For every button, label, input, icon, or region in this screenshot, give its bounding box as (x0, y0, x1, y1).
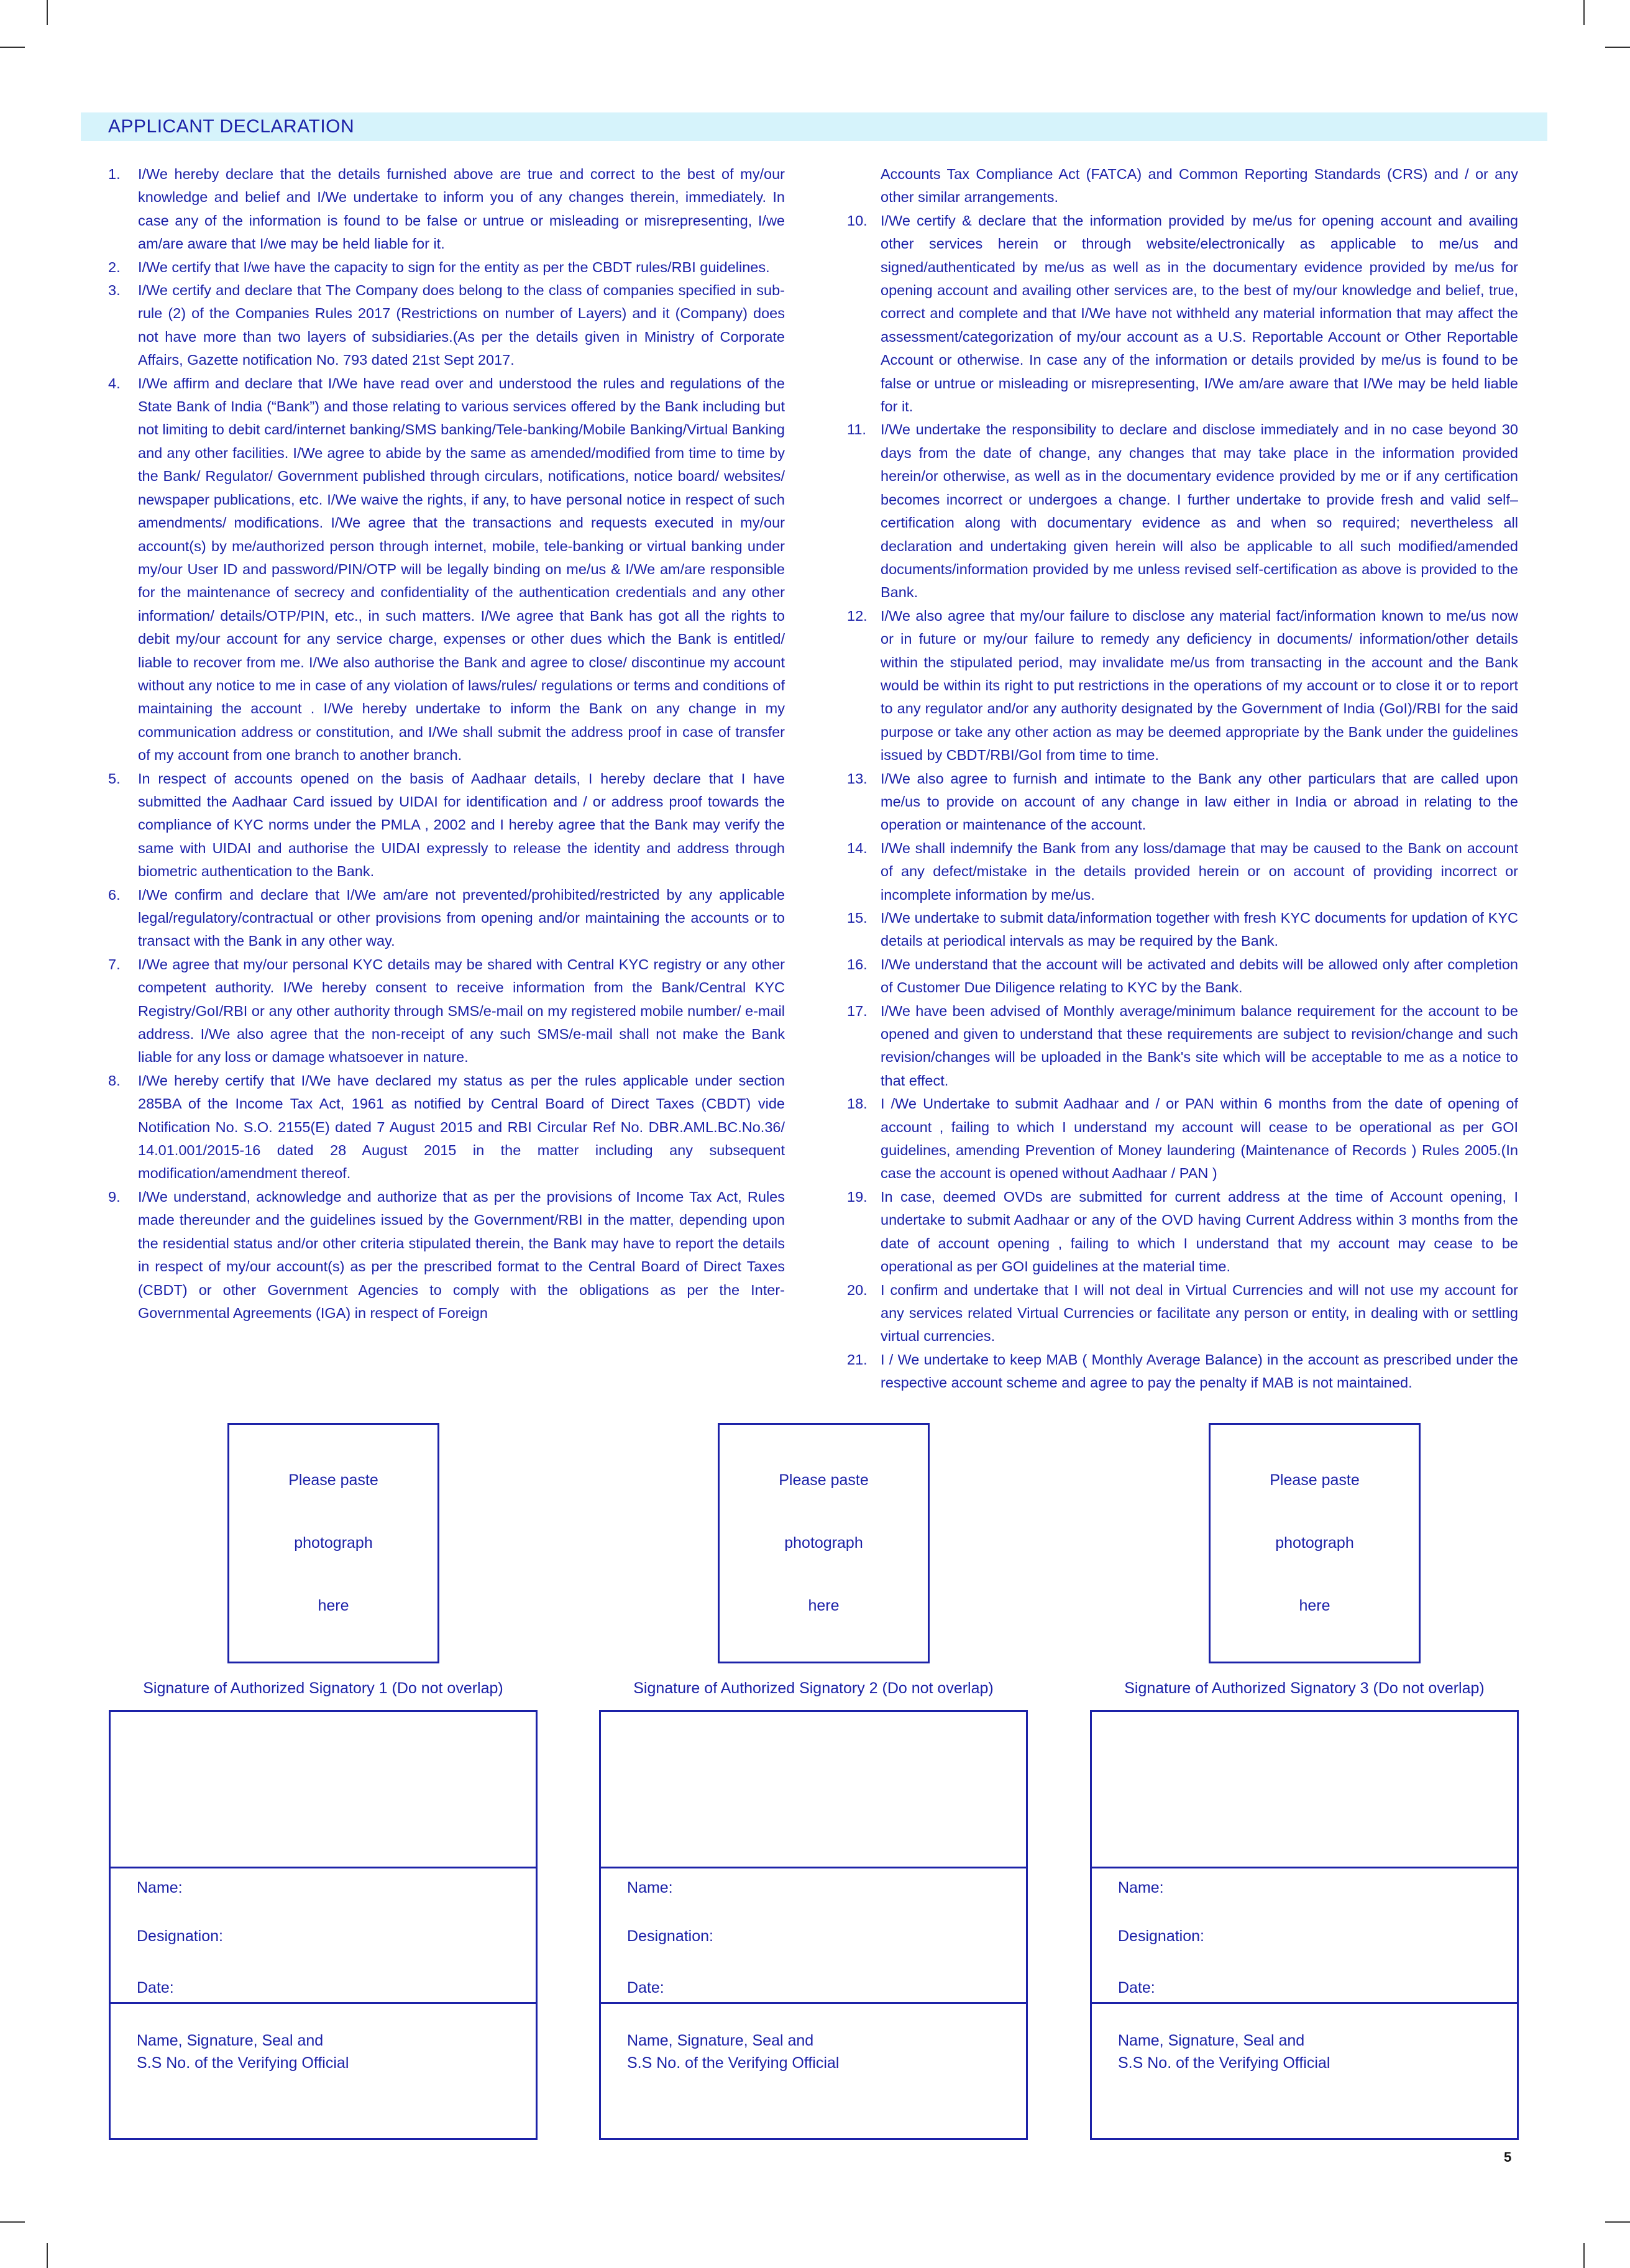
declaration-item (847, 767, 1518, 837)
item-text: I/We hereby declare that the details furnished above are true and correct to the best of my/our knowledge and belief and I/We undertake to inform you of any changes therein, immediately. In case any of the information is found to be false or untrue or misleading or misrepresenting, I/we am/are aware that I/we may be held liable for it. (138, 166, 785, 252)
item-number: 3. (108, 282, 121, 299)
declaration-item (104, 953, 785, 1069)
designation-label: Designation: (627, 1927, 713, 1945)
item-text: I/We understand that the account will be activated and debits will be allowed only after completion of Customer Due Diligence relating to KYC by the Bank. (881, 956, 1518, 996)
verify-label-line1: Name, Signature, Seal and (137, 2032, 324, 2049)
verifying-official-box[interactable] (1090, 2004, 1519, 2140)
page-number: 5 (1504, 2149, 1512, 2165)
verifying-official-box[interactable] (599, 2004, 1028, 2140)
date-label: Date: (627, 1979, 664, 1996)
declarations-right-column (847, 163, 1518, 1395)
item-text: I/We shall indemnify the Bank from any loss/damage that may be caused to the Bank on account of any defect/mistake in the details provided herein or on account of providing incorrect or incomplete information by me/us. (881, 839, 1518, 903)
signatory-block-1 (109, 1710, 538, 2140)
item-number: 9. (108, 1188, 121, 1205)
declaration-item (847, 1186, 1518, 1279)
verify-label-line1: Name, Signature, Seal and (627, 2032, 814, 2049)
item-text: I / We undertake to keep MAB ( Monthly Average Balance) in the account as prescribed under the respective account scheme and agree to pay the penalty if MAB is not maintained. (881, 1351, 1518, 1391)
signatory-details (599, 1868, 1028, 2004)
item-number: 10. (847, 212, 868, 229)
item-text: I confirm and undertake that I will not deal in Virtual Currencies and will not use my account for any services related Virtual Currencies or facilitate any person or entity, in dealing with or settling virtual currencies. (881, 1281, 1518, 1345)
section-title: APPLICANT DECLARATION (108, 116, 355, 137)
declaration-item (847, 418, 1518, 604)
crop-mark (1583, 2243, 1585, 2268)
photo-hint-line: photograph (294, 1534, 373, 1552)
photo-hint-line: Please paste (288, 1471, 378, 1489)
item-text: I/We also agree to furnish and intimate to the Bank any other particulars that are called upon me/us to provide on account of any change in law either in India or abroad in relating to the operation or maintenance of the account. (881, 770, 1518, 833)
item-text: I/We certify & declare that the information provided by me/us for opening account and availing other services herein or through website/electronically as applicable to me/us and signed/authenticated by me/us as well as in the documentary evidence provided by me/us for opening account and availing other services are, to the best of my/our knowledge and belief, true, correct and complete and that I/We have not withheld any material information that may affect the assessment/categorization of my/our account as a U.S. Reportable Account or Other Reportable Account or otherwise. In case any of the information or details provided by me/us is found to be false or untrue or misleading or misrepresenting, I/We am/are aware that I/We may be held liable for it. (881, 212, 1518, 415)
photo-hint-line: photograph (784, 1534, 863, 1552)
crop-mark (0, 2221, 25, 2223)
item-text: I/We confirm and declare that I/We am/are not prevented/prohibited/restricted by any applicable legal/regulatory/contractual or other provisions from opening and/or maintaining the accounts or to transact with the Bank in any other way. (138, 886, 785, 949)
item-number: 14. (847, 839, 868, 856)
photo-hint-line: Please paste (1270, 1471, 1360, 1489)
declaration-item (104, 256, 785, 279)
declaration-item (847, 1348, 1518, 1395)
crop-mark (1605, 2221, 1630, 2223)
signature-area[interactable] (599, 1710, 1028, 1868)
item-text: I/We have been advised of Monthly average/minimum balance requirement for the account to be opened and given to understand that these requirements are subject to revision/change and such revision/changes will be uploaded in the Bank's site which will be acceptable to me as a notice to that effect. (881, 1002, 1518, 1089)
verify-label-line2: S.S No. of the Verifying Official (627, 2054, 840, 2072)
item-text: I/We agree that my/our personal KYC details may be shared with Central KYC registry or any other competent authority. I/We hereby consent to receive information from the Bank/Central KYC Registry/GoI/RBI or any other authority through SMS/e-mail on my registered mobile number/ e-mail address. I/We also agree that the non-receipt of any such SMS/e-mail shall not make the Bank liable for any loss or damage whatsoever in nature. (138, 956, 785, 1066)
item-number: 1. (108, 166, 121, 182)
declaration-item (104, 884, 785, 953)
item-text: I/We understand, acknowledge and authorize that as per the provisions of Income Tax Act, Rules made thereunder and the guidelines issued by the Government/RBI in the matter, depending upon the residential status and/or other criteria stipulated therein, the Bank may have to report the details in respect of my/our account(s) as per the prescribed format to the Central Board of Direct Taxes (CBDT) or other Government Agencies to comply with the obligations as per the Inter- Governmental Agreements (IGA) in respect of Foreign (138, 1188, 785, 1321)
item-number: 2. (108, 258, 121, 275)
declaration-item (847, 209, 1518, 419)
signature-area[interactable] (109, 1710, 538, 1868)
declaration-item (847, 907, 1518, 953)
section-header (81, 112, 1547, 141)
photo-box-3[interactable] (1209, 1423, 1421, 1663)
item-number: 4. (108, 375, 121, 391)
signatory-1-caption: Signature of Authorized Signatory 1 (Do not overlap) (143, 1680, 503, 1697)
crop-mark (47, 0, 48, 25)
photo-hint-line: here (1299, 1597, 1330, 1614)
item-number: 19. (847, 1188, 868, 1205)
date-label: Date: (137, 1979, 174, 1996)
item-number: 18. (847, 1095, 868, 1112)
item-number: 15. (847, 910, 868, 926)
item-text: I/We certify that I/we have the capacity to sign for the entity as per the CBDT rules/RBI guidelines. (138, 258, 770, 275)
item-number: 12. (847, 607, 868, 624)
photo-hint-line: photograph (1275, 1534, 1354, 1552)
designation-label: Designation: (1118, 1927, 1204, 1945)
date-label: Date: (1118, 1979, 1155, 1996)
verify-label-line2: S.S No. of the Verifying Official (1118, 2054, 1330, 2072)
name-label: Name: (627, 1879, 673, 1896)
item-number: 17. (847, 1002, 868, 1019)
item-text: I/We also agree that my/our failure to disclose any material fact/information known to me/us now or in future or my/our failure to remedy any deficiency in documents/ information/other details within the stipulated period, may invalidate me/us from transacting in the account and the Bank would be within its right to put restrictions in the operations of my account or to close it or to report to any regulator and/or any authority designated by the Government of India (GoI)/RBI for the said purpose or take any other action as may be deemed appropriate by the Bank under the guidelines issued by CBDT/RBI/GoI from time to time. (881, 607, 1518, 764)
declaration-item (847, 605, 1518, 767)
verify-label-line2: S.S No. of the Verifying Official (137, 2054, 349, 2072)
crop-mark (1583, 0, 1585, 25)
item-number: 6. (108, 886, 121, 903)
declaration-item (847, 1279, 1518, 1348)
item-text: I/We certify and declare that The Company does belong to the class of companies specified in sub-rule (2) of the Companies Rules 2017 (Restrictions on number of Layers) and it (Company) does not have more than two layers of subsidiaries.(As per the details given in Ministry of Corporate Affairs, Gazette notification No. 793 dated 21st Sept 2017. (138, 282, 785, 368)
item-number: 7. (108, 956, 121, 972)
name-label: Name: (1118, 1879, 1164, 1896)
verify-label-line1: Name, Signature, Seal and (1118, 2032, 1305, 2049)
item-text: In case, deemed OVDs are submitted for current address at the time of Account opening, I undertake to submit Aadhaar or any of the OVD having Current Address within 3 months from the date of account opening , failing to which I understand that my account may cease to be operational as per GOI guidelines at the material time. (881, 1188, 1518, 1275)
designation-label: Designation: (137, 1927, 223, 1945)
item-text: In respect of accounts opened on the basis of Aadhaar details, I hereby declare that I have submitted the Aadhaar Card issued by UIDAI for identification and / or address proof towards the compliance of KYC norms under the PMLA , 2002 and I hereby agree that the Bank may verify the same with UIDAI and authorise the UIDAI expressly to release the identity and address through biometric authentication to the Bank. (138, 770, 785, 880)
photo-box-1[interactable] (227, 1423, 439, 1663)
item-number: 16. (847, 956, 868, 972)
photo-hint-line: Please paste (779, 1471, 869, 1489)
item-text: Accounts Tax Compliance Act (FATCA) and Common Reporting Standards (CRS) and / or any other similar arrangements. (881, 166, 1518, 206)
photo-box-2[interactable] (718, 1423, 930, 1663)
declaration-item-continuation (847, 163, 1518, 209)
verifying-official-box[interactable] (109, 2004, 538, 2140)
item-text: I/We undertake to submit data/information together with fresh KYC documents for updation of KYC details at periodical intervals as may be required by the Bank. (881, 910, 1518, 949)
item-number: 11. (847, 421, 866, 438)
signatory-details (1090, 1868, 1519, 2004)
declaration-item (104, 1186, 785, 1325)
item-number: 8. (108, 1072, 121, 1089)
signatory-3-caption: Signature of Authorized Signatory 3 (Do not overlap) (1124, 1680, 1485, 1697)
declaration-item (847, 1092, 1518, 1186)
item-text: I/We affirm and declare that I/We have read over and understood the rules and regulations of the State Bank of India (“Bank”) and those relating to various services offered by the Bank including but not limiting to debit card/internet banking/SMS banking/Tele-banking/Mobile Banking/Virtual Banking and any other facilities. I/We agree to abide by the same as amended/modified from time to time by the Bank/ Regulator/ Government published through circulars, notifications, notice board/ websites/ newspaper publications, etc. I/We waive the rights, if any, to have personal notice in respect of such amendments/ modifications. I/We agree that the transactions and requests executed in my/our account(s) by me/authorized person through internet, mobile, tele-banking or virtual banking under my/our User ID and password/PIN/OTP will be legally binding on me/us & I/We am/are responsible for the maintenance of secrecy and confidentiality of the authentication credentials and any other information/ details/OTP/PIN, etc., in such matters. I/We agree that Bank has got all the rights to debit my/our account for any service charge, expenses or other dues which the Bank is entitled/ liable to recover from me. I/We also authorise the Bank and agree to close/ discontinue my account without any notice to me in case of any violation of laws/rules/ regulations or terms and conditions of maintaining the account . I/We hereby undertake to inform the Bank on any change in my communication address or constitution, and I/We shall submit the address proof in case of transfer of my account from one branch to another branch. (138, 375, 785, 764)
item-number: 21. (847, 1351, 868, 1368)
declarations-left-column (104, 163, 785, 1325)
signatory-2-caption: Signature of Authorized Signatory 2 (Do not overlap) (633, 1680, 994, 1697)
crop-mark (47, 2243, 48, 2268)
declaration-item (104, 767, 785, 884)
item-text: I/We hereby certify that I/We have declared my status as per the rules applicable under section 285BA of the Income Tax Act, 1961 as notified by Central Board of Direct Taxes (CBDT) vide Notification No. S.O. 2155(E) dated 7 August 2015 and RBI Circular Ref No. DBR.AML.BC.No.36/ 14.01.001/2015-16 dated 28 August 2015 in the matter including any subsequent modification/amendment thereof. (138, 1072, 785, 1182)
item-number: 20. (847, 1281, 868, 1298)
photo-hint-line: here (318, 1597, 349, 1614)
item-text: I /We Undertake to submit Aadhaar and / or PAN within 6 months from the date of opening of account , failing to which I understand my account will cease to be operational as per GOI guidelines, amending Prevention of Money laundering (Maintenance of Records ) Rules 2005.(In case the account is opened without Aadhaar / PAN ) (881, 1095, 1518, 1182)
declaration-item (847, 953, 1518, 1000)
item-number: 5. (108, 770, 121, 787)
signatory-details (109, 1868, 538, 2004)
item-text: I/We undertake the responsibility to declare and disclose immediately and in no case beyond 30 days from the date of change, any changes that may take place in the information provided herein/or otherwise, as well as in the documentary evidence provided by me or if any certification becomes incorrect or undergoes a change. I further undertake to provide fresh and valid self–certification along with documentary evidence as and when so required; nevertheless all declaration and undertaking given herein will also be applicable to all such modified/amended documents/information provided by me unless revised self-certification as above is provided to the Bank. (881, 421, 1518, 601)
declaration-item (847, 837, 1518, 907)
signatory-block-3 (1090, 1710, 1519, 2140)
declaration-item (104, 279, 785, 372)
item-number: 13. (847, 770, 868, 787)
declaration-item (104, 372, 785, 767)
crop-mark (0, 47, 25, 48)
photo-hint-line: here (808, 1597, 840, 1614)
declaration-item (104, 1069, 785, 1186)
declaration-item (847, 1000, 1518, 1093)
declaration-item (104, 163, 785, 256)
signatory-block-2 (599, 1710, 1028, 2140)
signature-area[interactable] (1090, 1710, 1519, 1868)
name-label: Name: (137, 1879, 183, 1896)
crop-mark (1605, 47, 1630, 48)
